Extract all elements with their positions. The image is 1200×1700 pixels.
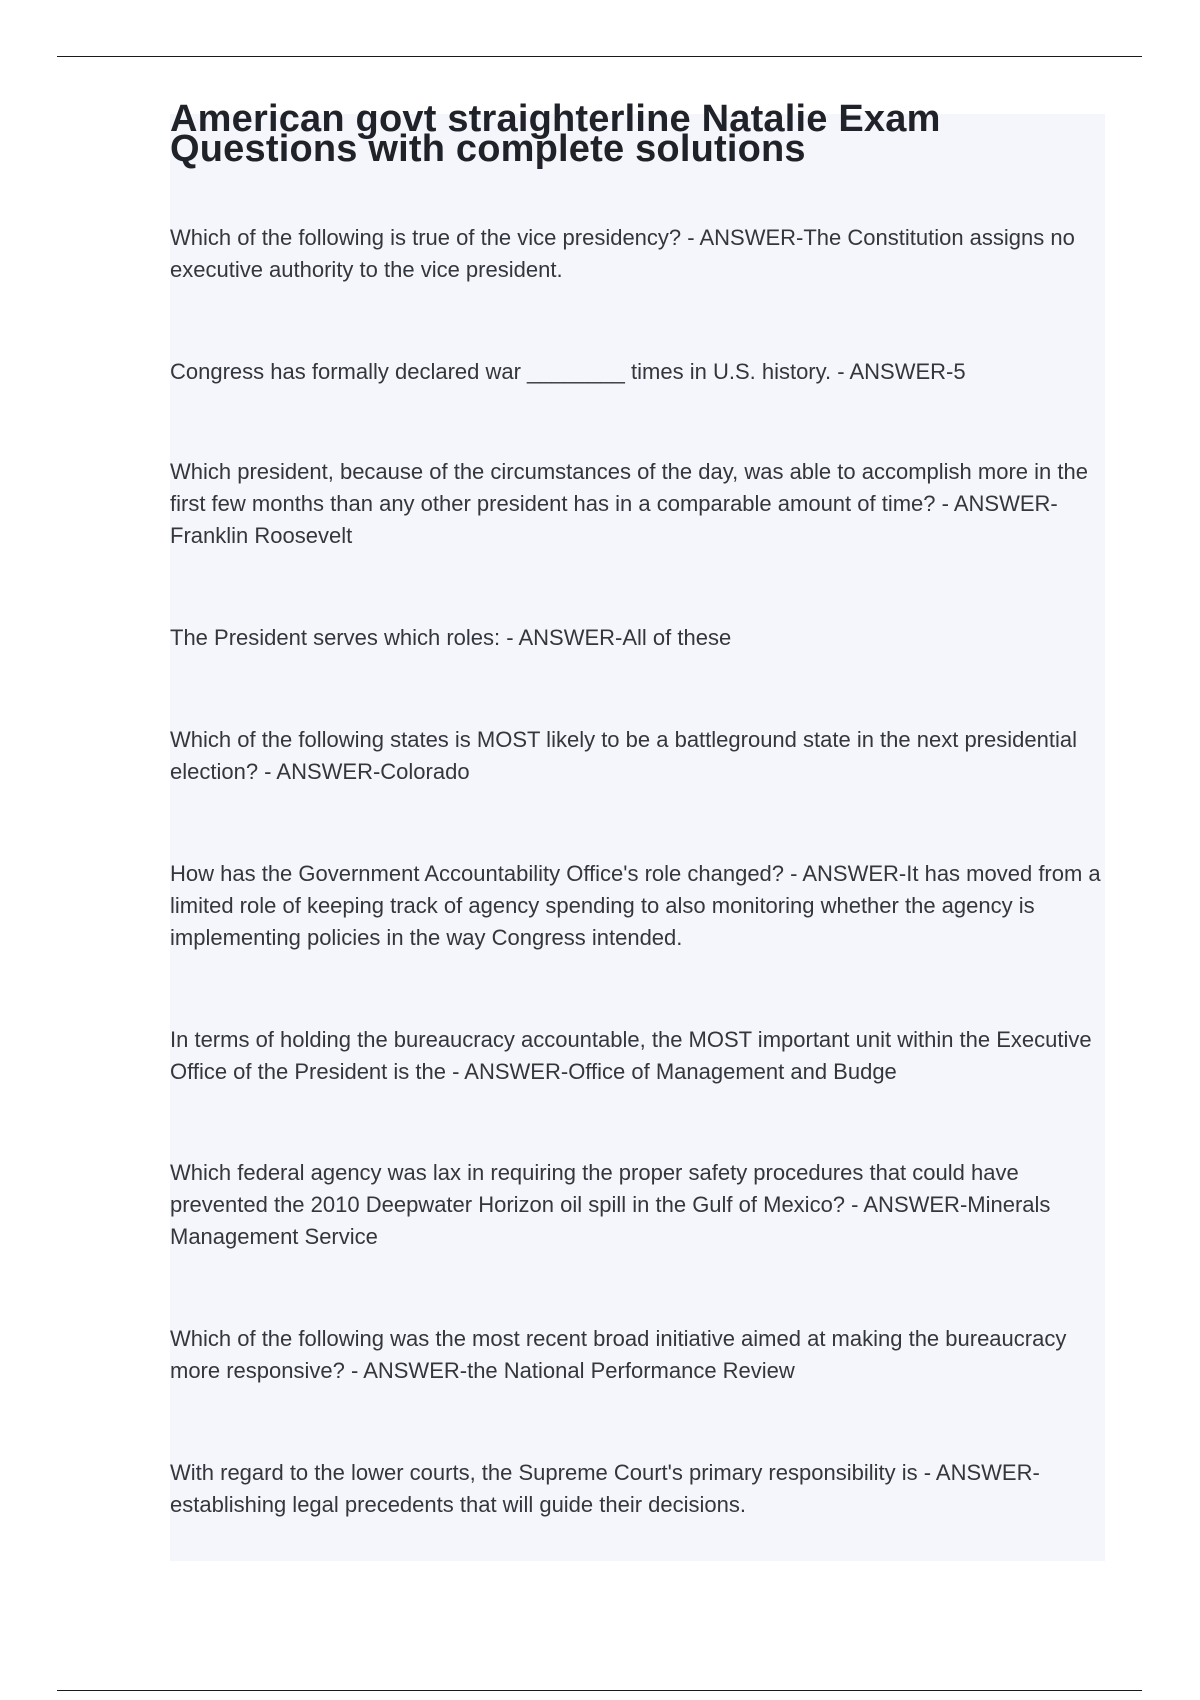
qa-item: The President serves which roles: - ANSWER-All of these xyxy=(170,625,732,650)
title-line-2: Questions with complete solutions xyxy=(170,128,806,170)
qa-item: In terms of holding the bureaucracy accountable, the MOST important unit within the Executive Office of the President is the - ANSWER-Office of Management and Budge xyxy=(170,1027,1092,1084)
bottom-rule xyxy=(57,1690,1142,1691)
qa-item: Which of the following states is MOST likely to be a battleground state in the next presidential election? - ANSWER-Colorado xyxy=(170,727,1077,784)
qa-item: With regard to the lower courts, the Supreme Court's primary responsibility is - ANSWER-establishing legal precedents that will guide their decisions. xyxy=(170,1460,1040,1517)
document-title xyxy=(170,98,1105,170)
qa-item: Which federal agency was lax in requiring the proper safety procedures that could have prevented the 2010 Deepwater Horizon oil spill in the Gulf of Mexico? - ANSWER-Minerals Management Service xyxy=(170,1160,1051,1249)
qa-item: How has the Government Accountability Office's role changed? - ANSWER-It has moved from a limited role of keeping track of agency spending to also monitoring whether the agency is implementing policies in the way Congress intended. xyxy=(170,861,1101,950)
qa-item: Congress has formally declared war ________ times in U.S. history. - ANSWER-5 xyxy=(170,359,966,384)
qa-item: Which of the following is true of the vice presidency? - ANSWER-The Constitution assigns no executive authority to the vice president. xyxy=(170,225,1075,282)
document-body xyxy=(170,98,1105,1517)
qa-item: Which of the following was the most recent broad initiative aimed at making the bureaucracy more responsive? - ANSWER-the National Performance Review xyxy=(170,1326,1067,1383)
top-rule xyxy=(57,56,1142,57)
title-line-1: American govt straighterline Natalie Exam xyxy=(170,98,941,140)
qa-item: Which president, because of the circumstances of the day, was able to accomplish more in the first few months than any other president has in a comparable amount of time? - ANSWER-Franklin Roosevelt xyxy=(170,459,1088,548)
